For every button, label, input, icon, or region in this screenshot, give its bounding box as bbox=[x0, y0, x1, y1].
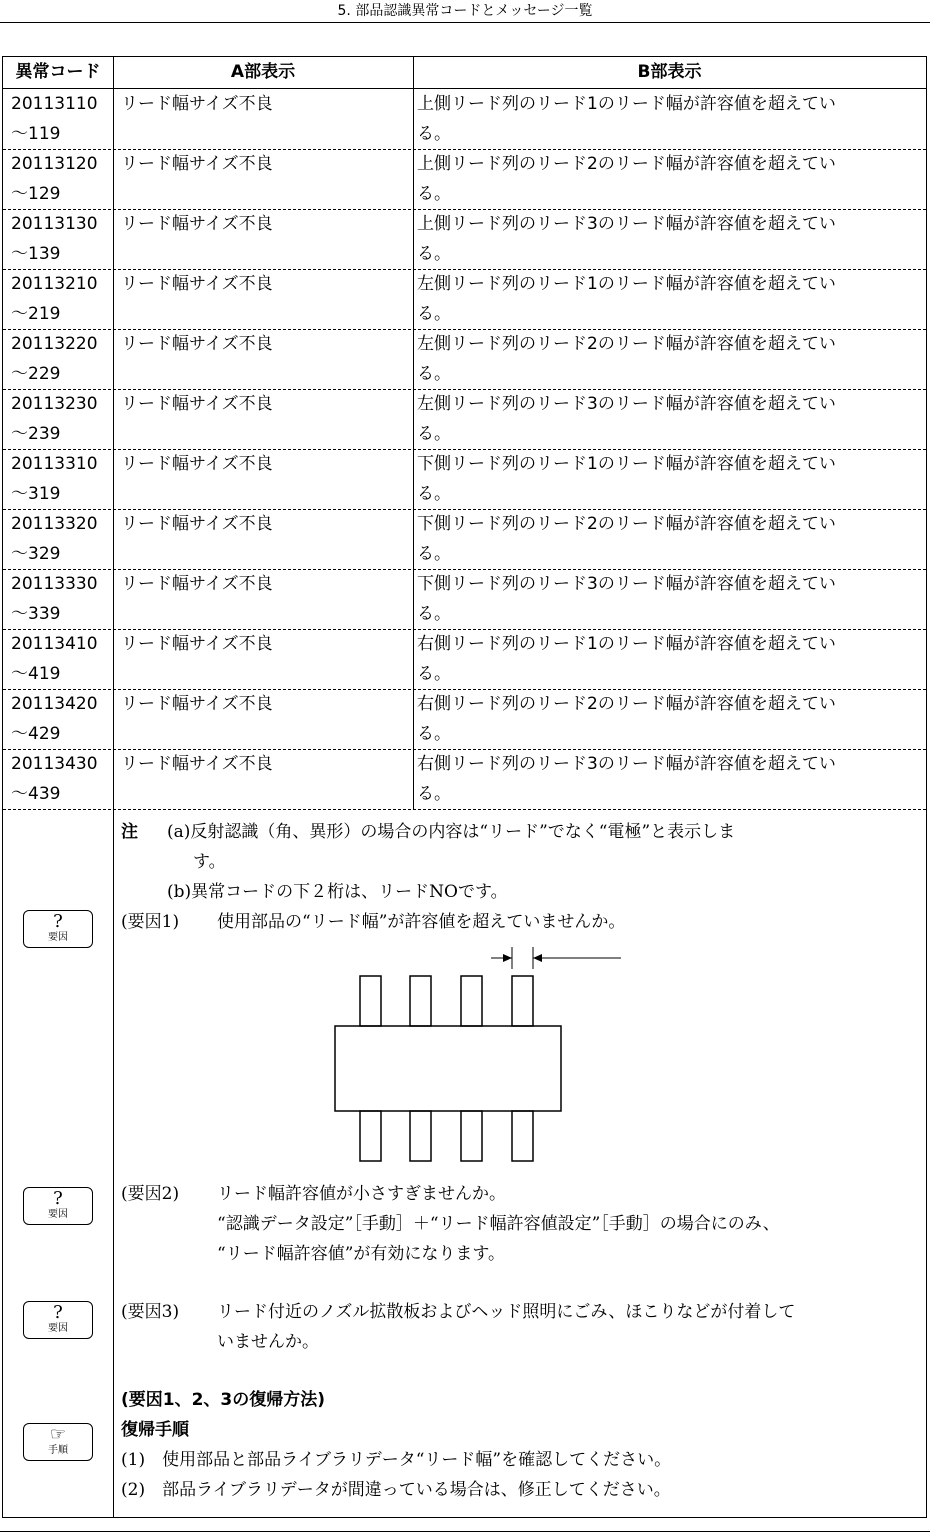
error-code: 20113310 ～319 bbox=[11, 454, 98, 504]
page-header: 5. 部品認識異常コードとメッセージ一覧 bbox=[0, 0, 930, 23]
a-display-text: リード幅サイズ不良 bbox=[121, 574, 273, 594]
cause-icon-2: ? 要因 bbox=[23, 1187, 93, 1225]
a-display-text: リード幅サイズ不良 bbox=[121, 94, 273, 114]
note-label: 注 bbox=[121, 822, 138, 842]
b-display-text: 右側リード列のリード1のリード幅が許容値を超えてい る。 bbox=[417, 634, 836, 684]
b-display-text: 右側リード列のリード3のリード幅が許容値を超えてい る。 bbox=[417, 754, 836, 804]
recovery-step-1: (1) 使用部品と部品ライブラリデータ“リード幅”を確認してください。 bbox=[121, 1450, 672, 1470]
table-row bbox=[3, 449, 926, 510]
a-display-text: リード幅サイズ不良 bbox=[121, 754, 273, 774]
cause-icon-1: ? 要因 bbox=[23, 910, 93, 948]
recovery-heading: (要因1、2、3の復帰方法) bbox=[121, 1390, 326, 1410]
note-a-line1: (a)反射認識（角、異形）の場合の内容は“リード”でなく“電極”と表示しま bbox=[167, 822, 736, 842]
cause2-line3: “リード幅許容値”が有効になります。 bbox=[217, 1244, 506, 1264]
cause2-tag: (要因2) bbox=[121, 1184, 180, 1204]
b-display-text: 左側リード列のリード2のリード幅が許容値を超えてい る。 bbox=[417, 334, 836, 384]
table-header bbox=[3, 57, 926, 89]
a-display-text: リード幅サイズ不良 bbox=[121, 634, 273, 654]
cause2-line1: リード幅許容値が小さすぎませんか。 bbox=[217, 1184, 506, 1204]
lead-width-diagram bbox=[323, 937, 633, 1167]
b-display-text: 上側リード列のリード3のリード幅が許容値を超えてい る。 bbox=[417, 214, 836, 264]
recovery-step-2: (2) 部品ライブラリデータが間違っている場合は、修正してください。 bbox=[121, 1480, 671, 1500]
cause3-tag: (要因3) bbox=[121, 1302, 180, 1322]
column-divider bbox=[413, 57, 414, 810]
error-code: 20113320 ～329 bbox=[11, 514, 98, 564]
table-row bbox=[3, 149, 926, 210]
a-display-text: リード幅サイズ不良 bbox=[121, 514, 273, 534]
error-code: 20113210 ～219 bbox=[11, 274, 98, 324]
error-code: 20113330 ～339 bbox=[11, 574, 98, 624]
page-footer-rule bbox=[0, 1531, 930, 1532]
pointing-hand-icon: ☞ bbox=[49, 1424, 67, 1445]
a-display-text: リード幅サイズ不良 bbox=[121, 454, 273, 474]
b-display-text: 下側リード列のリード3のリード幅が許容値を超えてい る。 bbox=[417, 574, 836, 624]
note-a-line2: す。 bbox=[193, 852, 226, 872]
error-code: 20113230 ～239 bbox=[11, 394, 98, 444]
table-row bbox=[3, 749, 926, 810]
table-row bbox=[3, 89, 926, 150]
a-display-text: リード幅サイズ不良 bbox=[121, 274, 273, 294]
cause1-tag: (要因1) bbox=[121, 912, 180, 932]
b-display-text: 上側リード列のリード2のリード幅が許容値を超えてい る。 bbox=[417, 154, 836, 204]
a-display-text: リード幅サイズ不良 bbox=[121, 214, 273, 234]
error-code: 20113130 ～139 bbox=[11, 214, 98, 264]
error-code: 20113420 ～429 bbox=[11, 694, 98, 744]
header-a-display: A部表示 bbox=[230, 62, 296, 82]
a-display-text: リード幅サイズ不良 bbox=[121, 694, 273, 714]
cause1-text: 使用部品の“リード幅”が許容値を超えていませんか。 bbox=[217, 912, 626, 932]
question-mark-icon: ? bbox=[53, 1302, 63, 1323]
error-code: 20113430 ～439 bbox=[11, 754, 98, 804]
table-row bbox=[3, 569, 926, 630]
header-code: 異常コード bbox=[15, 62, 101, 82]
note-b-line: (b)異常コードの下２桁は、リードNOです。 bbox=[167, 882, 508, 902]
cause-icon-3: ? 要因 bbox=[23, 1301, 93, 1339]
b-display-text: 下側リード列のリード1のリード幅が許容値を超えてい る。 bbox=[417, 454, 836, 504]
icon-column-divider bbox=[113, 810, 114, 1518]
a-display-text: リード幅サイズ不良 bbox=[121, 394, 273, 414]
column-divider bbox=[113, 57, 114, 810]
a-display-text: リード幅サイズ不良 bbox=[121, 334, 273, 354]
b-display-text: 下側リード列のリード2のリード幅が許容値を超えてい る。 bbox=[417, 514, 836, 564]
cause3-line2: いませんか。 bbox=[217, 1332, 319, 1352]
a-display-text: リード幅サイズ不良 bbox=[121, 154, 273, 174]
question-mark-icon: ? bbox=[53, 1188, 63, 1209]
b-display-text: 左側リード列のリード3のリード幅が許容値を超えてい る。 bbox=[417, 394, 836, 444]
recovery-title: 復帰手順 bbox=[121, 1420, 189, 1440]
question-mark-icon: ? bbox=[53, 911, 63, 932]
cause2-line2: “認識データ設定”［手動］＋“リード幅許容値設定”［手動］の場合にのみ、 bbox=[217, 1214, 780, 1234]
b-display-text: 右側リード列のリード2のリード幅が許容値を超えてい る。 bbox=[417, 694, 836, 744]
error-code: 20113220 ～229 bbox=[11, 334, 98, 384]
error-code: 20113120 ～129 bbox=[11, 154, 98, 204]
procedure-icon: ☞ 手順 bbox=[23, 1423, 93, 1461]
table-row bbox=[3, 329, 926, 390]
error-code: 20113410 ～419 bbox=[11, 634, 98, 684]
cause3-line1: リード付近のノズル拡散板およびヘッド照明にごみ、ほこりなどが付着して bbox=[217, 1302, 796, 1322]
table-row bbox=[3, 629, 926, 690]
table-row bbox=[3, 269, 926, 330]
table-row bbox=[3, 509, 926, 570]
table-row bbox=[3, 209, 926, 270]
b-display-text: 左側リード列のリード1のリード幅が許容値を超えてい る。 bbox=[417, 274, 836, 324]
table-row bbox=[3, 389, 926, 450]
error-code: 20113110 ～119 bbox=[11, 94, 98, 144]
header-b-display: B部表示 bbox=[637, 62, 702, 82]
error-code-table bbox=[2, 56, 927, 1518]
table-row bbox=[3, 689, 926, 750]
b-display-text: 上側リード列のリード1のリード幅が許容値を超えてい る。 bbox=[417, 94, 836, 144]
